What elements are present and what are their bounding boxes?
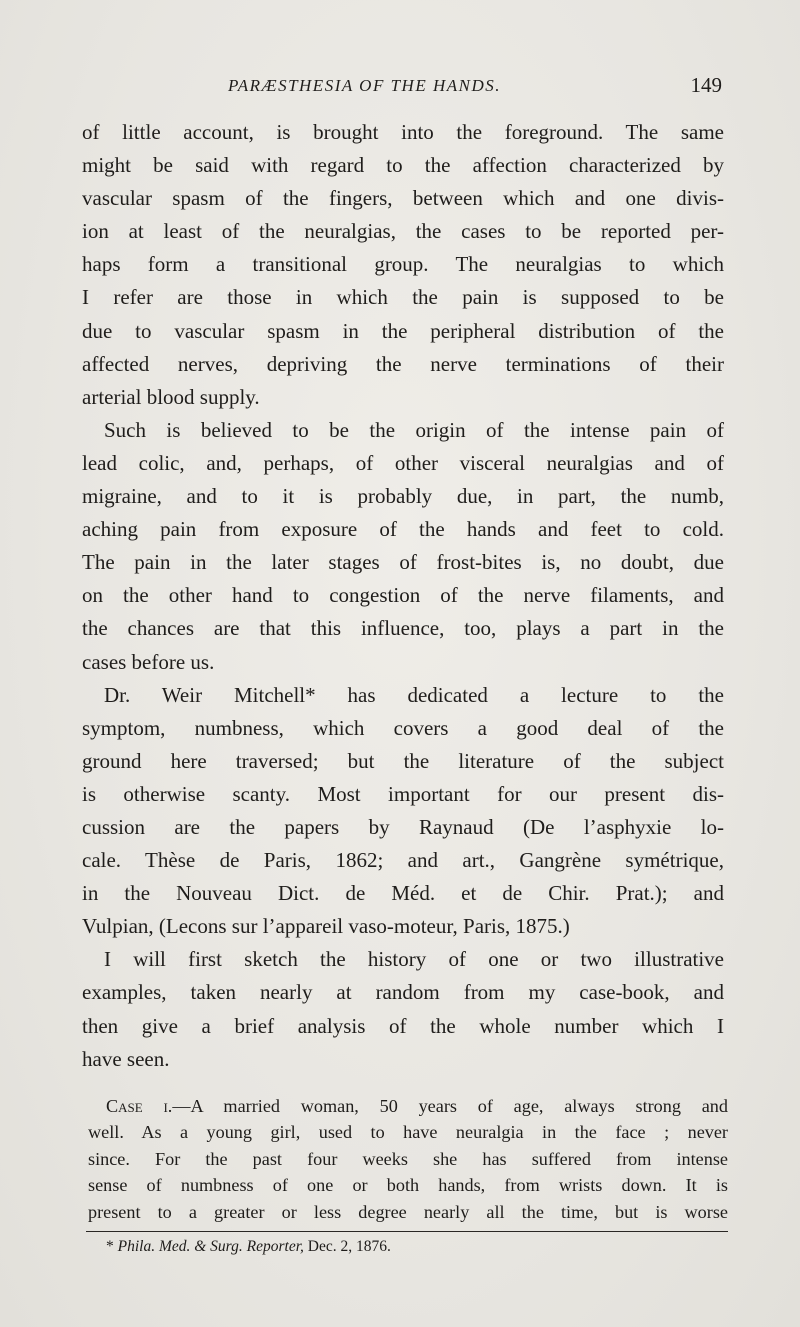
text-line: cases before us. <box>82 649 215 674</box>
text-line: I will first sketch the history of one or two illustrative <box>104 947 724 972</box>
text-line: the chances are that this influence, too, plays a part in the <box>82 616 724 641</box>
text-line: Such is believed to be the origin of the intense pain of <box>104 417 724 442</box>
footnote <box>106 1238 391 1256</box>
text-line: have seen. <box>82 1046 170 1071</box>
text-line: I refer are those in which the pain is supposed to be <box>82 285 724 310</box>
case-label: Case i. <box>106 1096 173 1116</box>
text-line: examples, taken nearly at random from my case-book, and <box>82 980 724 1005</box>
paragraph-2 <box>82 414 724 679</box>
text-line: cussion are the papers by Raynaud (De l’asphyxie lo- <box>82 814 724 839</box>
running-title: PARÆSTHESIA OF THE HANDS. <box>228 76 501 95</box>
text-line: might be said with regard to the affection characterized by <box>82 153 724 178</box>
text-line: of little account, is brought into the foreground. The same <box>82 120 724 144</box>
footnote-date: Dec. 2, 1876. <box>303 1238 391 1255</box>
text-line: ground here traversed; but the literature of the subject <box>82 748 724 773</box>
case-line: sense of numbness of one or both hands, from wrists down. It is <box>88 1175 728 1196</box>
case-line: since. For the past four weeks she has suffered from intense <box>88 1148 728 1169</box>
text-line: The pain in the later stages of frost-bites is, no doubt, due <box>82 550 724 575</box>
running-head <box>82 73 722 104</box>
text-line: on the other hand to congestion of the nerve filaments, and <box>82 583 724 608</box>
paragraph-4 <box>82 943 724 1075</box>
footnote-marker: * <box>106 1238 118 1255</box>
text-line: aching pain from exposure of the hands and feet to cold. <box>82 517 724 542</box>
footnote-divider <box>86 1231 728 1232</box>
text-line: haps form a transitional group. The neuralgias to which <box>82 252 724 277</box>
footnote-journal: Phila. Med. & Surg. Reporter, <box>117 1238 304 1255</box>
text-line: cale. Thèse de Paris, 1862; and art., Gangrène symétrique, <box>82 848 724 873</box>
body-text <box>82 116 724 1076</box>
text-line: ion at least of the neuralgias, the cases to be reported per- <box>82 219 724 244</box>
text-line: in the Nouveau Dict. de Méd. et de Chir. Prat.); and <box>82 881 724 906</box>
text-line: then give a brief analysis of the whole number which I <box>82 1013 724 1038</box>
case-first-line <box>88 1093 728 1119</box>
case-line: well. As a young girl, used to have neuralgia in the face ; never <box>88 1122 728 1143</box>
text-line: affected nerves, depriving the nerve terminations of their <box>82 351 724 376</box>
text-line: symptom, numbness, which covers a good deal of the <box>82 715 724 740</box>
case-first-line-text: —A married woman, 50 years of age, always strong and <box>172 1096 728 1116</box>
case-line: present to a greater or less degree nearly all the time, but is worse <box>88 1201 728 1222</box>
text-line: arterial blood supply. <box>82 384 260 409</box>
text-line: vascular spasm of the fingers, between which and one divis- <box>82 186 724 211</box>
page-number: 149 <box>690 73 722 97</box>
text-line: Vulpian, (Lecons sur l’appareil vaso-moteur, Paris, 1875.) <box>82 914 570 939</box>
text-line: is otherwise scanty. Most important for our present dis- <box>82 781 724 806</box>
text-line: Dr. Weir Mitchell* has dedicated a lecture to the <box>104 682 724 707</box>
case-report <box>88 1093 728 1225</box>
text-line: lead colic, and, perhaps, of other visceral neuralgias and of <box>82 450 724 475</box>
paragraph-1 <box>82 116 724 414</box>
text-line: migraine, and to it is probably due, in part, the numb, <box>82 484 724 509</box>
paragraph-3 <box>82 679 724 944</box>
text-line: due to vascular spasm in the peripheral distribution of the <box>82 318 724 343</box>
